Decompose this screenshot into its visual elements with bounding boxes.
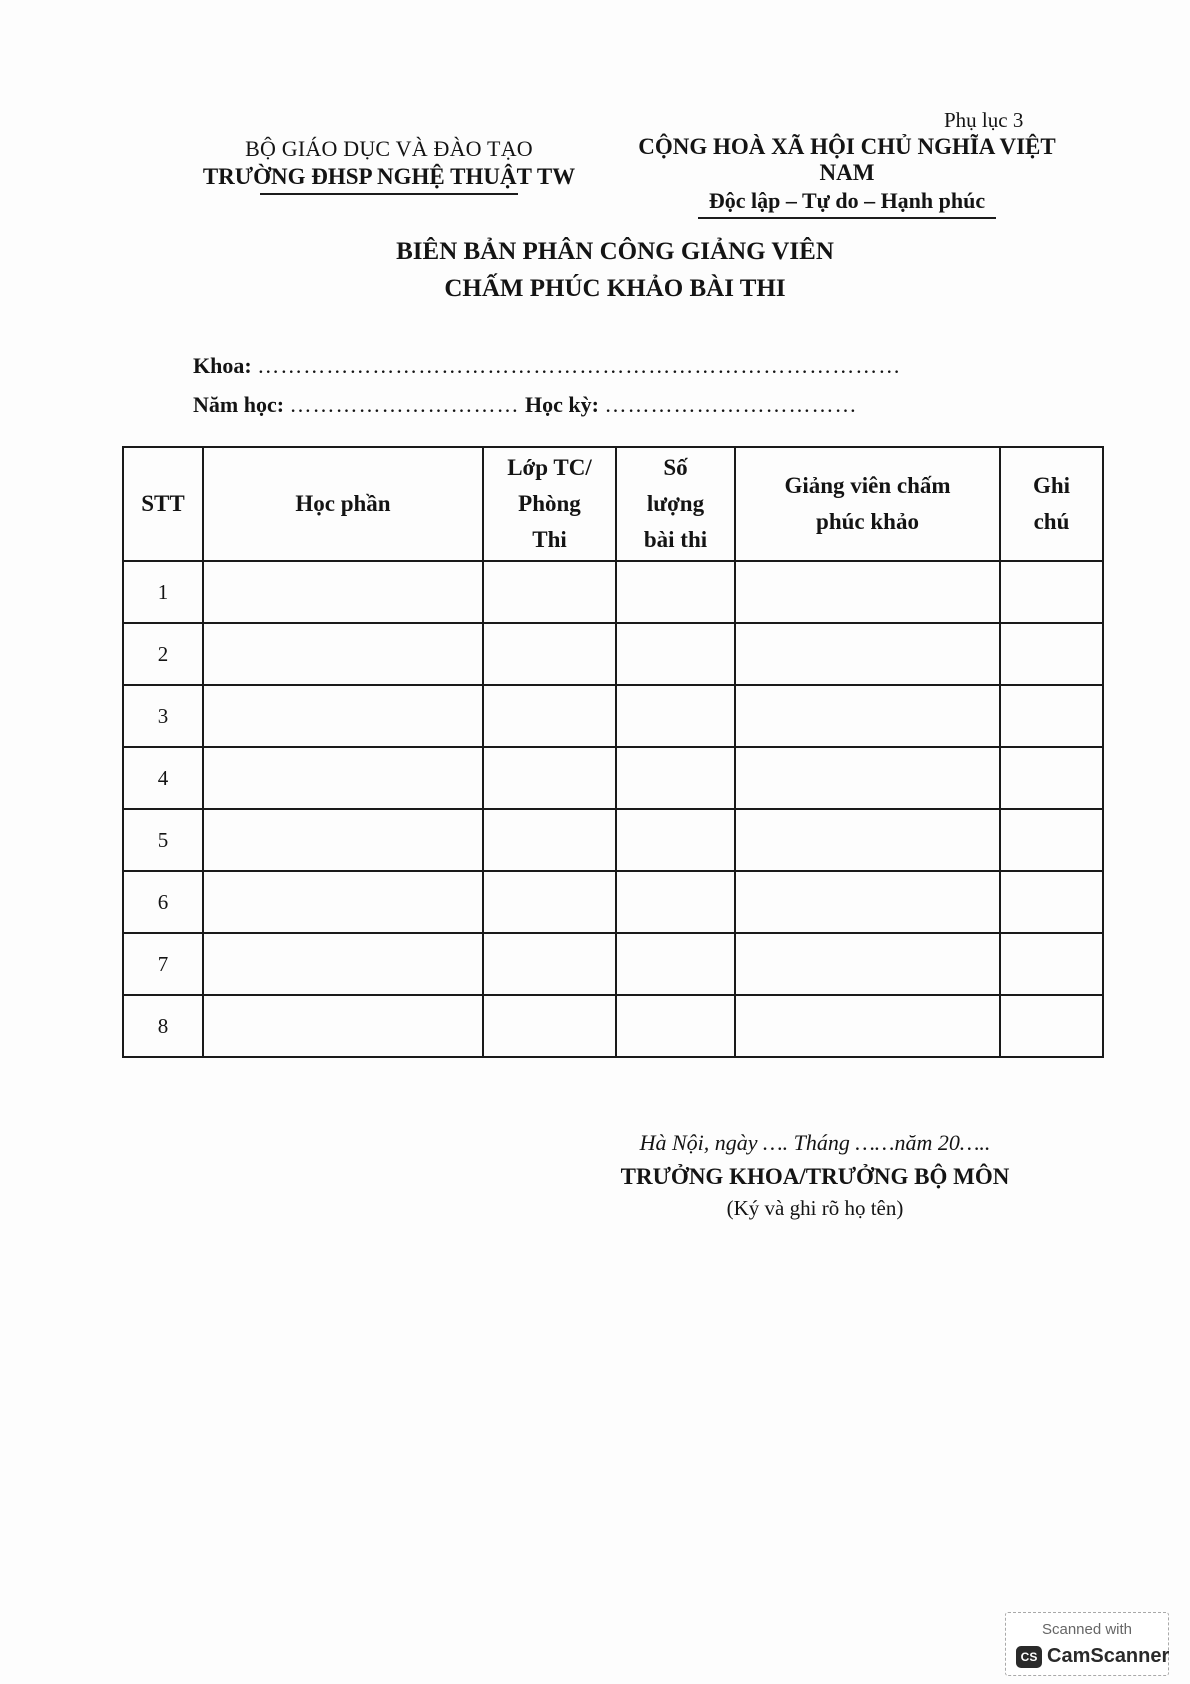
faculty-label: Khoa: [193,353,252,378]
signature-instruction: (Ký và ghi rõ họ tên) [726,1196,904,1220]
row-paper-count-cell [616,685,735,747]
row-course-cell [203,685,483,747]
row-note-cell [1000,561,1103,623]
row-course-cell [203,995,483,1057]
row-class-room-cell [483,871,616,933]
faculty-blank: ………………………………………………………………………… [257,353,902,378]
term-blank: …………………………… [604,392,858,417]
row-stt-cell: 6 [123,871,203,933]
camscanner-watermark [1005,1612,1169,1676]
header-note-line-1: Ghi [1032,473,1071,498]
row-stt-cell: 5 [123,809,203,871]
header-grader-line-1: Giảng viên chấm [784,473,951,498]
row-class-room-cell [483,809,616,871]
row-paper-count-cell [616,809,735,871]
signature-block [600,1130,1030,1221]
row-stt-cell: 2 [123,623,203,685]
appendix-label: Phụ lục 3 [944,108,1024,132]
row-class-room-cell [483,747,616,809]
school-underline [260,193,518,195]
table-row [123,747,1103,809]
row-note-cell [1000,871,1103,933]
row-grader-cell [735,685,1000,747]
row-grader-cell [735,747,1000,809]
row-note-cell [1000,685,1103,747]
header-paper-count-line-3: bài thi [643,527,708,552]
place-date-line: Hà Nội, ngày …. Tháng ……năm 20….. [639,1130,991,1155]
row-class-room-cell [483,933,616,995]
document-title-line-1: BIÊN BẢN PHÂN CÔNG GIẢNG VIÊN [396,238,834,265]
table-row [123,809,1103,871]
header-course: Học phần [203,447,483,561]
row-class-room-cell [483,623,616,685]
school-name: TRƯỜNG ĐHSP NGHỆ THUẬT TW [202,164,576,189]
table-row [123,685,1103,747]
national-motto: Độc lập – Tự do – Hạnh phúc [708,188,986,213]
header-stt: STT [123,447,203,561]
signer-role: TRƯỞNG KHOA/TRƯỞNG BỘ MÔN [620,1164,1010,1189]
row-grader-cell [735,871,1000,933]
table-row [123,871,1103,933]
table-row [123,995,1103,1057]
row-grader-cell [735,809,1000,871]
row-course-cell [203,809,483,871]
table-header-row [123,447,1103,561]
row-class-room-cell [483,561,616,623]
row-course-cell [203,623,483,685]
row-grader-cell [735,561,1000,623]
header-note-line-2: chú [1033,509,1070,534]
row-paper-count-cell [616,933,735,995]
header-grader [735,447,1000,561]
row-grader-cell [735,995,1000,1057]
row-note-cell [1000,747,1103,809]
camscanner-logo-icon: CS [1016,1646,1042,1668]
header-class-room [483,447,616,561]
national-title: CỘNG HOÀ XÃ HỘI CHỦ NGHĨA VIỆT NAM [638,134,1056,185]
national-header [610,134,1084,219]
table-body [123,561,1103,1057]
header-paper-count-line-1: Số [663,455,688,480]
academic-year-label: Năm học: [193,392,285,417]
header-paper-count [616,447,735,561]
row-course-cell [203,561,483,623]
ministry-name: BỘ GIÁO DỤC VÀ ĐÀO TẠO [245,136,533,161]
row-grader-cell [735,623,1000,685]
document-title [230,233,1000,307]
academic-year-term-field [193,392,858,418]
row-course-cell [203,933,483,995]
academic-year-blank: ………………………… [289,392,520,417]
row-paper-count-cell [616,561,735,623]
row-paper-count-cell [616,995,735,1057]
faculty-field [193,353,901,379]
table-row [123,561,1103,623]
document-title-line-2: CHẤM PHÚC KHẢO BÀI THI [444,275,786,302]
header-paper-count-line-2: lượng [646,491,705,516]
header-grader-line-2: phúc khảo [816,509,919,534]
row-class-room-cell [483,995,616,1057]
term-label: Học kỳ: [525,392,599,417]
header-class-room-line-1: Lớp TC/ [507,455,592,480]
assignment-table [122,446,1104,1058]
row-note-cell [1000,809,1103,871]
header-class-room-line-3: Thi [532,527,567,552]
scanned-with-text: Scanned with [1041,1621,1133,1638]
row-course-cell [203,871,483,933]
header-class-room-line-2: Phòng [518,491,581,516]
motto-underline [698,217,996,219]
row-note-cell [1000,995,1103,1057]
row-note-cell [1000,623,1103,685]
row-grader-cell [735,933,1000,995]
row-class-room-cell [483,685,616,747]
row-stt-cell: 1 [123,561,203,623]
row-paper-count-cell [616,623,735,685]
row-course-cell [203,747,483,809]
row-stt-cell: 4 [123,747,203,809]
table-row [123,623,1103,685]
table-row [123,933,1103,995]
row-stt-cell: 3 [123,685,203,747]
institution-header [184,136,594,195]
row-stt-cell: 7 [123,933,203,995]
header-note [1000,447,1103,561]
camscanner-brand: CamScanner [1047,1645,1170,1667]
row-note-cell [1000,933,1103,995]
row-stt-cell: 8 [123,995,203,1057]
row-paper-count-cell [616,871,735,933]
row-paper-count-cell [616,747,735,809]
